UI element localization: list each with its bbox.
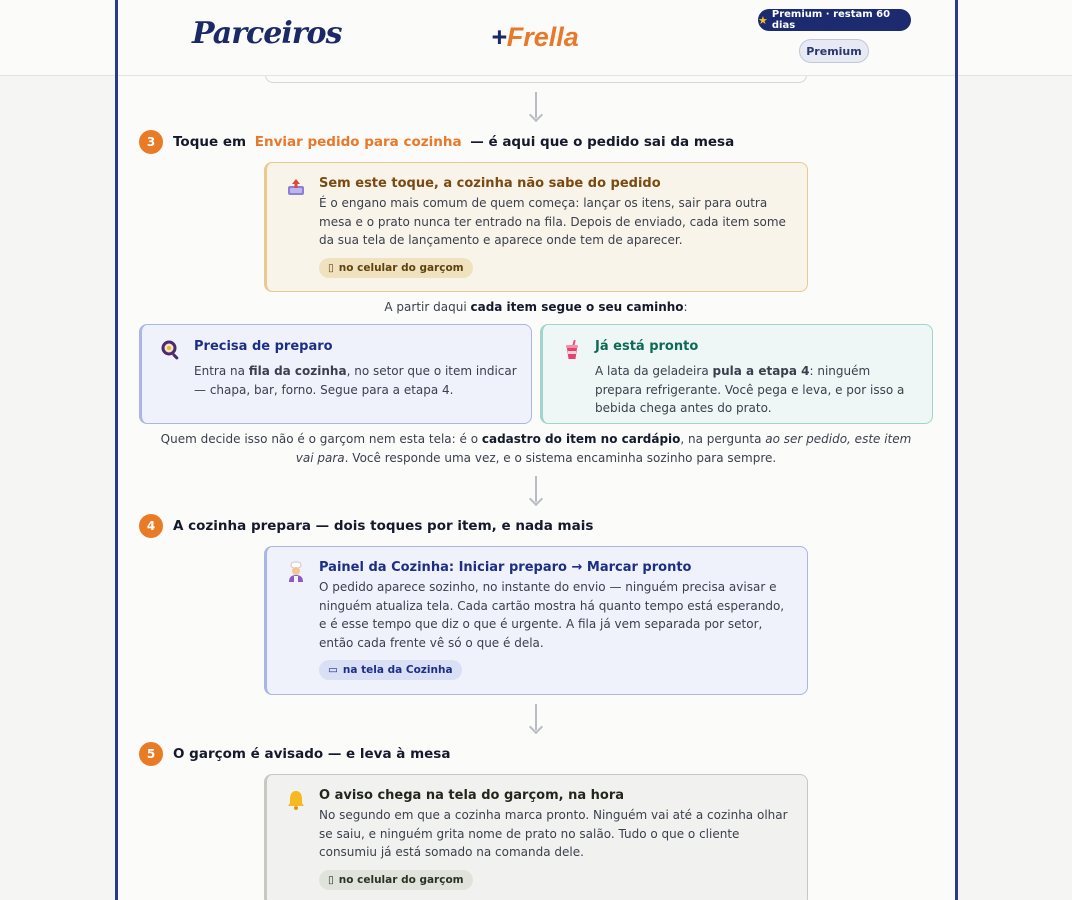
decider-note-post: . Você responde uma vez, e o sistema encaminha sozinho para sempre. (344, 451, 777, 465)
frella-logo[interactable] (491, 22, 579, 53)
device-chip-label: no celular do garçom (338, 873, 464, 886)
decider-note-mid: , na pergunta (680, 432, 762, 446)
down-arrow-icon (529, 476, 543, 506)
split-intro-pre: A partir daqui (384, 300, 467, 314)
card-body: No segundo em que a cozinha marca pronto. Ninguém vai até a cozinha olhar se saiu, e ninguém grita nome de prato no salão. Tudo o que o cliente consumiu já está somado na comanda dele. (319, 808, 788, 859)
branch-body-post: , no setor que o item indicar — chapa, bar, forno. Segue para a etapa 4. (194, 364, 517, 397)
outbox-tray-icon (285, 177, 307, 199)
device-chip (319, 258, 473, 278)
computer-icon: ▭ (328, 664, 338, 676)
premium-status-badge (758, 9, 911, 31)
cook-icon (285, 561, 307, 583)
step-3-suffix: — é aqui que o pedido sai da mesa (470, 134, 735, 150)
branch-title: Já está pronto (595, 339, 699, 354)
step-4-card (264, 546, 808, 695)
frame-edge-left (115, 0, 118, 76)
device-chip-label: na tela da Cozinha (342, 664, 453, 676)
star-icon: ★ (758, 13, 768, 27)
phone-icon: ▯ (328, 261, 334, 274)
split-intro-bold: cada item segue o seu caminho (470, 300, 684, 314)
frella-logo-word: Frella (506, 22, 579, 52)
step-3-prefix: Toque em (173, 134, 247, 150)
card-body: É o engano mais comum de quem começa: lançar os itens, sair para outra mesa e o prato nunca ter entrado na fila. Depois de enviado, cada item some da sua tela de lançamento e aparece onde tem de aparecer. (319, 196, 786, 247)
branch-needs-prep-card (139, 324, 532, 424)
step-4-heading (139, 514, 593, 538)
branch-body-post: : ninguém prepara refrigerante. Você pega e leva, e por isso a bebida chega antes do prato. (595, 364, 905, 415)
decider-note-pre: Quem decide isso não é o garçom nem esta tela: é o (160, 432, 479, 446)
premium-status-text: Premium · restam 60 dias (771, 9, 891, 31)
frella-logo-plus: + (491, 22, 507, 52)
step-5-card (264, 774, 808, 900)
branch-body-pre: Entra na (194, 364, 245, 378)
down-arrow-icon (529, 704, 543, 734)
decider-note-bold: cadastro do item no cardápio (481, 432, 681, 446)
card-body: O pedido aparece sozinho, no instante do envio — ninguém precisa avisar e ninguém atualiza tela. Cada cartão mostra há quanto tempo está esperando, e é esse tempo que diz o que é urgente. A fila já vem separada por setor, então cada frente vê só o que é dela. (319, 580, 785, 650)
step-number-badge: 5 (139, 742, 163, 766)
cup-with-straw-icon (561, 339, 583, 361)
step-number-badge: 4 (139, 514, 163, 538)
branch-body (595, 362, 918, 418)
parceiros-logo[interactable]: Parceiros (192, 16, 342, 51)
step-5-label: O garçom é avisado — e leva à mesa (173, 746, 451, 762)
step-4-label: A cozinha prepara — dois toques por item, e nada mais (173, 518, 594, 534)
branch-title: Precisa de preparo (194, 339, 333, 354)
decider-note-italic: ao ser pedido, este item vai para (295, 432, 912, 465)
step-number-badge: 3 (139, 130, 163, 154)
frame-edge-right (955, 0, 958, 76)
card-title: Sem este toque, a cozinha não sabe do pedido (319, 176, 661, 191)
step-5-heading (139, 742, 450, 766)
branch-body-bold: pula a etapa 4 (712, 364, 810, 378)
bell-icon (285, 789, 307, 811)
branch-body (194, 362, 517, 399)
device-chip (319, 870, 473, 890)
split-intro-post: : (683, 300, 688, 314)
step-3-action-highlight: Enviar pedido para cozinha (254, 134, 462, 150)
card-title: Painel da Cozinha: Iniciar preparo → Marcar pronto (319, 560, 692, 575)
split-intro (265, 298, 807, 317)
phone-icon: ▯ (328, 873, 334, 886)
branch-ready-card (540, 324, 933, 424)
branch-body-pre: A lata da geladeira (595, 364, 709, 378)
device-chip (319, 660, 462, 680)
step-3-card (264, 162, 808, 292)
branch-body-bold: fila da cozinha (248, 364, 347, 378)
frying-pan-icon (160, 339, 182, 361)
down-arrow-icon (529, 92, 543, 122)
step-3-heading (139, 130, 734, 154)
card-title: O aviso chega na tela do garçom, na hora (319, 788, 625, 803)
device-chip-label: no celular do garçom (338, 261, 464, 274)
top-header (0, 0, 1072, 76)
decider-note (160, 430, 912, 468)
premium-button[interactable]: Premium (799, 39, 869, 63)
